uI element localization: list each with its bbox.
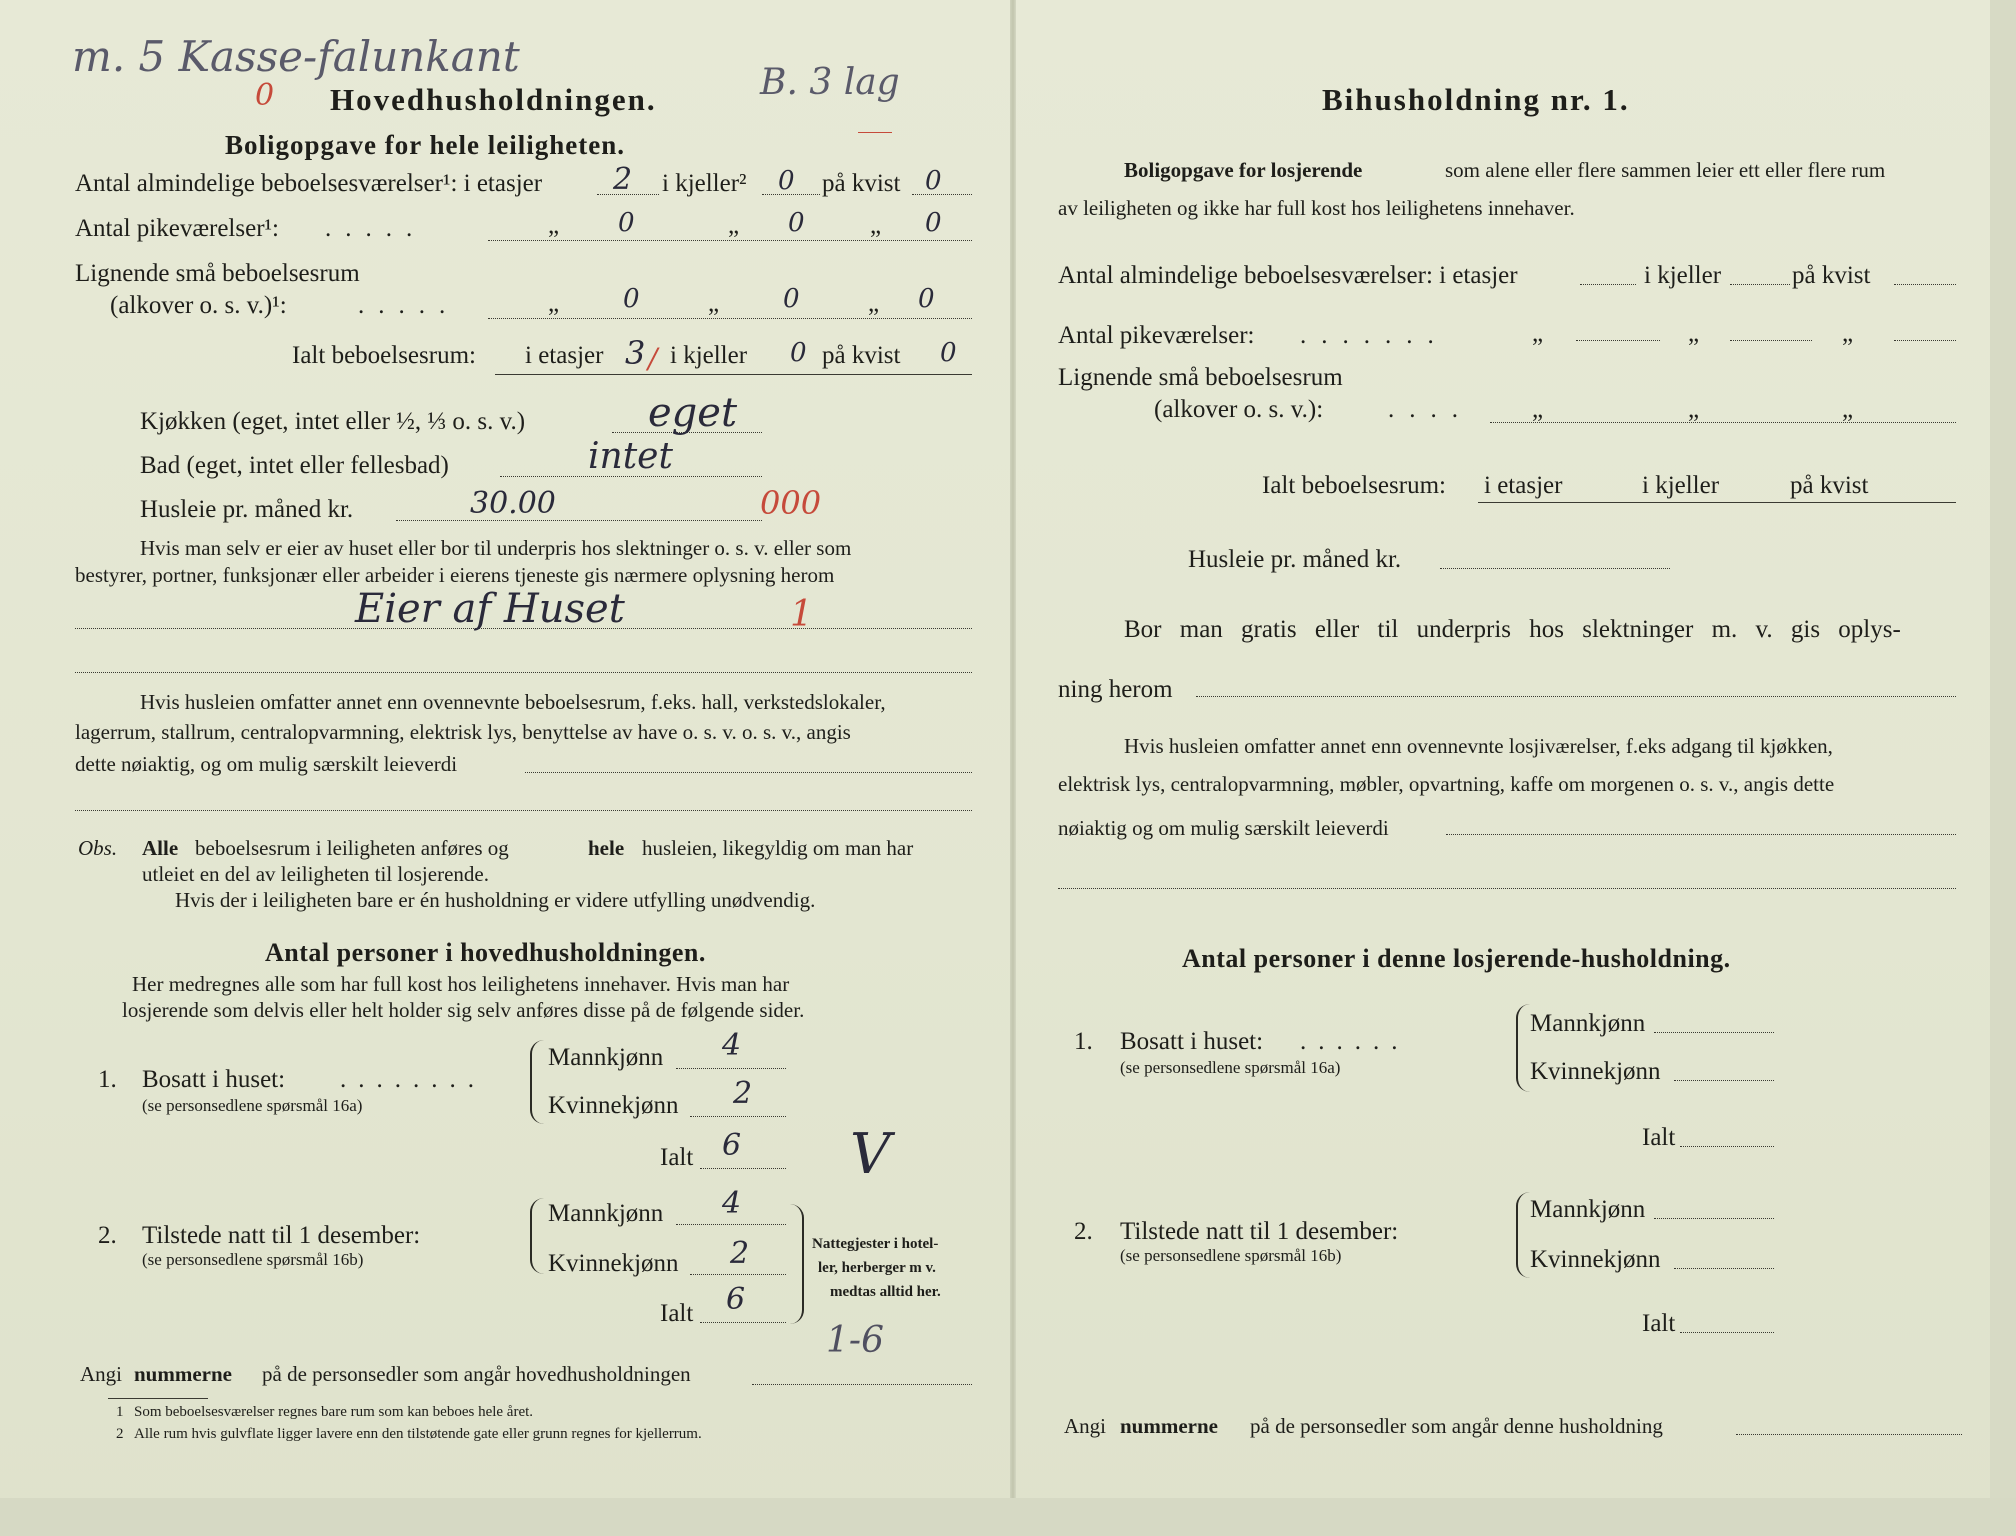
night-guests-line2: ler, herberger m v. xyxy=(818,1260,936,1276)
q1-dots: ........ xyxy=(340,1066,486,1093)
obs-line2: utleiet en del av leiligheten til losjerende. xyxy=(142,862,489,886)
ditto-mark: „ xyxy=(1532,320,1544,347)
rooms-kvist-line xyxy=(912,194,972,195)
lodger-q2-total-label: Ialt xyxy=(1642,1310,1676,1337)
header-red-zero: 0 xyxy=(255,78,275,113)
q2-male-value: 4 xyxy=(722,1186,742,1221)
total-kvist-value: 0 xyxy=(940,338,957,368)
lodger-alcove-sublabel: (alkover o. s. v.): xyxy=(1154,396,1324,423)
q2-total-label: Ialt xyxy=(660,1300,694,1327)
footnote-2: Alle rum hvis gulvflate ligger lavere enn den tilstøtende gate eller grunn regnes for kjellerrum. xyxy=(134,1426,702,1442)
total-rooms-label: Ialt beboelsesrum: xyxy=(292,342,476,369)
alcove-sublabel: (alkover o. s. v.)¹: xyxy=(110,292,287,319)
q2-male-label: Mannkjønn xyxy=(548,1200,664,1227)
lodger-intro-line1: som alene eller flere sammen leier ett eller flere rum xyxy=(1445,158,1886,182)
q2-female-value: 2 xyxy=(730,1236,750,1271)
q1-male-label: Mannkjønn xyxy=(548,1044,664,1071)
rent-label: Husleie pr. måned kr. xyxy=(140,496,354,523)
night-guests-line1: Nattegjester i hotel- xyxy=(812,1236,939,1252)
total-kvist-label: på kvist xyxy=(822,342,901,369)
persons-title: Antal personer i hovedhusholdningen. xyxy=(265,938,706,967)
q2-number: 2. xyxy=(98,1222,117,1249)
q2-total-value: 6 xyxy=(726,1282,746,1317)
lodger-q1-male-label: Mannkjønn xyxy=(1530,1010,1646,1037)
ditto-mark: „ xyxy=(1842,320,1854,347)
sub-household-title: Bihusholdning nr. 1. xyxy=(1322,82,1630,117)
rent-value: 30.00 xyxy=(470,486,556,521)
owner-note-line2: bestyrer, portner, funksjonær eller arbeider i eierens tjeneste gis nærmere oplysning herom xyxy=(75,563,835,587)
lodger-maid-line-3 xyxy=(1894,340,1956,341)
person-range-mark: 1-6 xyxy=(826,1320,884,1361)
lodger-extras-line1: Hvis husleien omfatter annet enn ovennevnte losjiværelser, f.eks adgang til kjøkken, xyxy=(1124,734,1833,758)
q1-label: Bosatt i huset: xyxy=(142,1066,286,1093)
kitchen-label: Kjøkken (eget, intet eller ½, ⅓ o. s. v.) xyxy=(140,408,526,435)
lodger-free-line xyxy=(1196,696,1956,697)
q1-sublabel: (se personsedlene spørsmål 16a) xyxy=(142,1096,363,1115)
alcove-line xyxy=(488,318,972,319)
angi-text-b: på de personsedler som angår hovedhusholdningen xyxy=(262,1362,691,1386)
lodger-total-kjeller-label: i kjeller xyxy=(1642,472,1720,499)
lodger-extras-line3: nøiaktig og om mulig særskilt leieverdi xyxy=(1058,816,1389,840)
lodger-q2-sublabel: (se personsedlene spørsmål 16b) xyxy=(1120,1246,1342,1265)
lodger-rooms-kvist-line xyxy=(1894,284,1956,285)
lodger-q2-female-label: Kvinnekjønn xyxy=(1530,1246,1661,1273)
header-handwritten-mark: B. 3 lag xyxy=(760,62,900,103)
lodger-angi-line xyxy=(1736,1434,1962,1435)
lodger-maid-line-2 xyxy=(1730,340,1812,341)
alcove-etasjer-value: 0 xyxy=(623,284,640,314)
lodger-maid-label: Antal pikeværelser: xyxy=(1058,322,1255,349)
kitchen-value: eget xyxy=(648,390,738,436)
extras-line xyxy=(525,772,972,773)
maid-rooms-line xyxy=(488,240,972,241)
extras-line2: lagerrum, stallrum, centralopvarmning, elektrisk lys, benyttelse av have o. s. v. o. s. v., angis xyxy=(75,720,851,744)
maid-rooms-dots: ..... xyxy=(325,215,427,242)
lodger-alcove-dots: .... xyxy=(1388,396,1473,423)
lodger-total-label: Ialt beboelsesrum: xyxy=(1262,472,1446,499)
lodger-q2-number: 2. xyxy=(1074,1218,1093,1245)
obs-text-b: husleien, likegyldig om man har xyxy=(642,836,914,860)
extras-line1: Hvis husleien omfatter annet enn ovennevnte beboelsesrum, f.eks. hall, verkstedslokaler, xyxy=(140,690,886,714)
alcove-dots: ..... xyxy=(358,292,460,319)
obs-text-a: beboelsesrum i leiligheten anføres og xyxy=(195,836,509,860)
lodger-q1-label: Bosatt i huset: xyxy=(1120,1028,1264,1055)
lodger-q2-male-label: Mannkjønn xyxy=(1530,1196,1646,1223)
angi-text-a: Angi xyxy=(80,1362,122,1386)
lodger-q2-male-line xyxy=(1654,1218,1774,1219)
rooms-kvist-label: på kvist xyxy=(822,170,901,197)
obs-bold-alle: Alle xyxy=(142,836,179,860)
lodger-free-line2: ning herom xyxy=(1058,676,1173,703)
lodger-q2-female-line xyxy=(1674,1268,1774,1269)
page-edge-bottom xyxy=(0,1498,2016,1536)
angi-line xyxy=(752,1384,972,1385)
lodger-alcove-line xyxy=(1490,422,1956,423)
q1-female-label: Kvinnekjønn xyxy=(548,1092,679,1119)
owner-line-2 xyxy=(75,672,972,673)
q2-brace-right xyxy=(790,1204,804,1324)
bath-label: Bad (eget, intet eller fellesbad) xyxy=(140,452,449,479)
lodger-rooms-kjeller-label: i kjeller xyxy=(1644,262,1722,289)
q1-total-value: 6 xyxy=(722,1128,742,1163)
q2-brace-left xyxy=(530,1198,546,1274)
lodger-q1-female-line xyxy=(1674,1080,1774,1081)
lodger-q1-total-line xyxy=(1680,1146,1774,1147)
q2-male-line xyxy=(676,1224,786,1225)
lodger-q2-label: Tilstede natt til 1 desember: xyxy=(1120,1218,1399,1245)
lodger-angi-text-b: på de personsedler som angår denne husholdning xyxy=(1250,1414,1663,1438)
lodger-maid-dots: ....... xyxy=(1300,322,1449,349)
lodger-total-kvist-label: på kvist xyxy=(1790,472,1869,499)
lodger-intro-bold: Boligopgave for losjerende xyxy=(1124,158,1363,182)
lodger-extras-line-2 xyxy=(1058,888,1956,889)
lodger-rent-line xyxy=(1440,568,1670,569)
footnote-1-marker: 1 xyxy=(116,1404,124,1420)
rooms-kjeller-value: 0 xyxy=(778,166,795,196)
maid-kjeller-value: 0 xyxy=(788,208,805,238)
total-etasjer-value: 3 xyxy=(625,334,646,372)
lodger-q1-total-label: Ialt xyxy=(1642,1124,1676,1151)
header-handwritten-note: m. 5 Kasse-falunkant xyxy=(72,32,520,81)
lodger-rooms-kvist-label: på kvist xyxy=(1792,262,1871,289)
rooms-etasjer-value: 2 xyxy=(613,162,633,197)
q2-female-line xyxy=(690,1274,786,1275)
page-fold xyxy=(1010,0,1016,1536)
lodger-total-etasjer-label: i etasjer xyxy=(1484,472,1563,499)
lodger-rent-label: Husleie pr. måned kr. xyxy=(1188,546,1402,573)
extras-line-2 xyxy=(75,810,972,811)
ditto-mark: „ xyxy=(1532,396,1544,423)
persons-note-line1: Her medregnes alle som har full kost hos leilighetens innehaver. Hvis man har xyxy=(132,972,790,996)
ditto-mark: „ xyxy=(1688,320,1700,347)
q1-total-line xyxy=(700,1168,786,1169)
q1-brace xyxy=(530,1040,546,1124)
ditto-mark: „ xyxy=(548,212,560,239)
lodger-total-underline xyxy=(1478,502,1956,503)
q1-number: 1. xyxy=(98,1066,117,1093)
obs-line3: Hvis der i leiligheten bare er én husholdning er videre utfylling unødvendig. xyxy=(175,888,816,912)
alcove-label: Lignende små beboelsesrum xyxy=(75,260,360,287)
lodger-rooms-label: Antal almindelige beboelsesværelser: i etasjer xyxy=(1058,262,1518,289)
owner-value: Eier af Huset xyxy=(355,586,625,632)
main-subtitle: Boligopgave for hele leiligheten. xyxy=(225,130,625,160)
q2-female-label: Kvinnekjønn xyxy=(548,1250,679,1277)
bath-value: intet xyxy=(588,436,673,477)
ditto-mark: „ xyxy=(870,212,882,239)
lodger-angi-bold: nummerne xyxy=(1120,1414,1218,1438)
night-guests-line3: medtas alltid her. xyxy=(830,1284,941,1300)
footnote-rule xyxy=(108,1398,208,1399)
q1-female-value: 2 xyxy=(733,1076,753,1111)
total-red-mark: / xyxy=(648,342,658,375)
lodger-persons-title: Antal personer i denne losjerende-husholdning. xyxy=(1182,944,1731,973)
lodger-q1-male-line xyxy=(1654,1032,1774,1033)
alcove-kvist-value: 0 xyxy=(918,284,935,314)
lodger-alcove-label: Lignende små beboelsesrum xyxy=(1058,364,1343,391)
header-red-dash xyxy=(858,132,892,133)
persons-note-line2: losjerende som delvis eller helt holder sig selv anføres disse på de følgende sider. xyxy=(122,998,805,1022)
rooms-kvist-value: 0 xyxy=(925,166,942,196)
lodger-rooms-kjeller-line xyxy=(1730,284,1790,285)
q1-total-label: Ialt xyxy=(660,1144,694,1171)
lodger-intro-line2: av leiligheten og ikke har full kost hos leilighetens innehaver. xyxy=(1058,196,1575,220)
ditto-mark: „ xyxy=(708,290,720,317)
maid-etasjer-value: 0 xyxy=(618,208,635,238)
rooms-label: Antal almindelige beboelsesværelser¹: i etasjer xyxy=(75,170,543,197)
q2-total-line xyxy=(700,1322,786,1323)
q2-sublabel: (se personsedlene spørsmål 16b) xyxy=(142,1250,364,1269)
check-mark: V xyxy=(850,1122,891,1187)
lodger-q1-sublabel: (se personsedlene spørsmål 16a) xyxy=(1120,1058,1341,1077)
lodger-rooms-etasjer-line xyxy=(1580,284,1636,285)
footnote-2-marker: 2 xyxy=(116,1426,124,1442)
ditto-mark: „ xyxy=(548,290,560,317)
owner-note-line1: Hvis man selv er eier av huset eller bor til underpris hos slektninger o. s. v. eller som xyxy=(140,536,852,560)
page-edge-right xyxy=(1990,0,2016,1536)
maid-rooms-label: Antal pikeværelser¹: xyxy=(75,215,279,242)
q1-male-value: 4 xyxy=(722,1028,742,1063)
lodger-q1-number: 1. xyxy=(1074,1028,1093,1055)
total-etasjer-label: i etasjer xyxy=(525,342,604,369)
rooms-kjeller-label: i kjeller² xyxy=(662,170,747,197)
total-kjeller-value: 0 xyxy=(790,338,807,368)
lodger-extras-line2: elektrisk lys, centralopvarmning, møbler, opvartning, kaffe om morgenen o. s. v., angis dette xyxy=(1058,772,1835,796)
ditto-mark: „ xyxy=(728,212,740,239)
obs-bold-hele: hele xyxy=(588,836,625,860)
total-kjeller-label: i kjeller xyxy=(670,342,748,369)
footnote-1: Som beboelsesværelser regnes bare rum som kan beboes hele året. xyxy=(134,1404,534,1420)
owner-red-mark: 1 xyxy=(790,594,813,635)
lodger-angi-text-a: Angi xyxy=(1064,1414,1106,1438)
rent-red-mark: 000 xyxy=(760,484,822,522)
q1-male-line xyxy=(676,1068,786,1069)
alcove-kjeller-value: 0 xyxy=(783,284,800,314)
obs-label: Obs. xyxy=(78,836,118,860)
ditto-mark: „ xyxy=(868,290,880,317)
lodger-q1-dots: ...... xyxy=(1300,1028,1410,1055)
lodger-maid-line-1 xyxy=(1576,340,1660,341)
extras-line3: dette nøiaktig, og om mulig særskilt leieverdi xyxy=(75,752,458,776)
angi-bold: nummerne xyxy=(134,1362,232,1386)
q2-label: Tilstede natt til 1 desember: xyxy=(142,1222,421,1249)
lodger-q1-female-label: Kvinnekjønn xyxy=(1530,1058,1661,1085)
ditto-mark: „ xyxy=(1842,396,1854,423)
q1-female-line xyxy=(690,1116,786,1117)
rent-line xyxy=(396,520,762,521)
main-household-title: Hovedhusholdningen. xyxy=(330,82,657,117)
lodger-extras-line xyxy=(1446,834,1956,835)
lodger-free-line1: Bor man gratis eller til underpris hos slektninger m. v. gis oplys- xyxy=(1124,616,1901,643)
lodger-q2-total-line xyxy=(1680,1332,1774,1333)
total-underline xyxy=(495,374,972,375)
ditto-mark: „ xyxy=(1688,396,1700,423)
maid-kvist-value: 0 xyxy=(925,208,942,238)
